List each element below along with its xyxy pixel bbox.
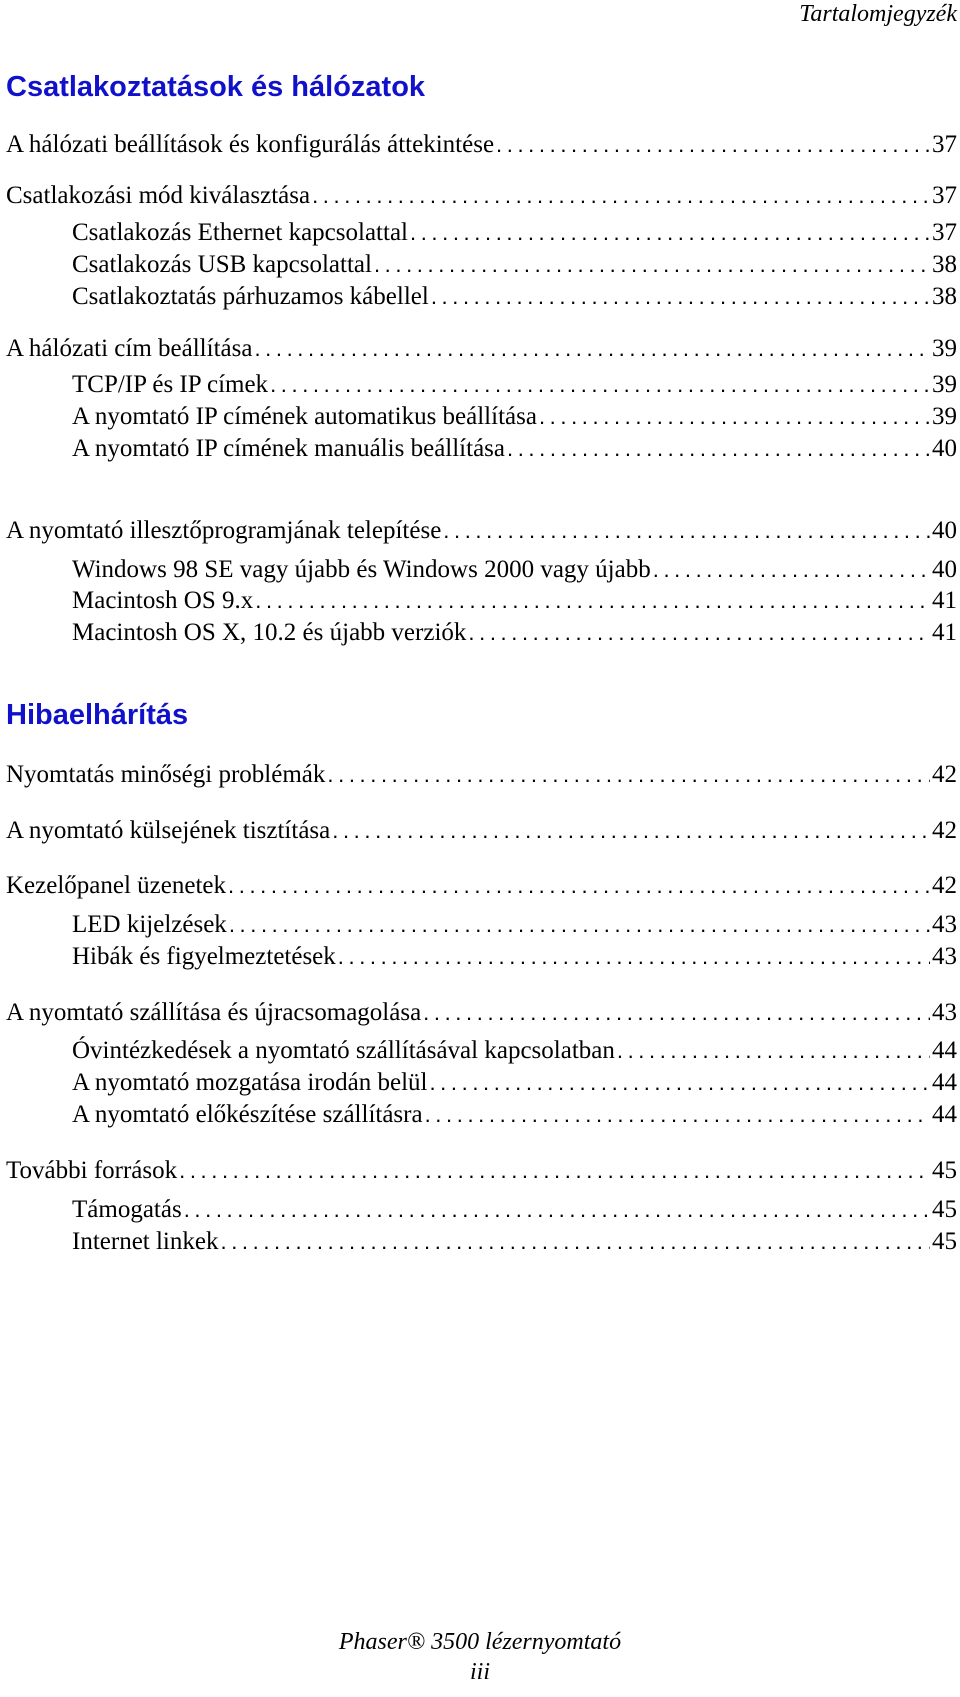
toc-entry[interactable]	[72, 282, 957, 312]
toc-entry-text: Csatlakozási mód kiválasztása	[6, 182, 311, 209]
toc-entry-text: Óvintézkedések a nyomtató szállításával kapcsolatban	[72, 1037, 615, 1064]
toc-entry-text: További források	[6, 1157, 178, 1184]
toc-entry[interactable]	[72, 910, 957, 940]
toc-entry[interactable]	[6, 181, 957, 211]
toc-entry-text: Csatlakozás Ethernet kapcsolattal	[72, 219, 408, 246]
toc-page-number: 40	[932, 556, 957, 583]
toc-page-number: 39	[932, 371, 957, 398]
toc-entry-text: Csatlakozás USB kapcsolattal	[72, 251, 372, 278]
toc-entry[interactable]	[72, 1227, 957, 1257]
toc-page-number: 37	[932, 131, 957, 158]
toc-page-number: 42	[932, 761, 957, 788]
dot-leader	[179, 1156, 930, 1186]
toc-entry-text: LED kijelzések	[72, 911, 227, 938]
toc-page-number: 37	[932, 182, 957, 209]
toc-entry[interactable]	[6, 871, 957, 901]
toc-entry[interactable]	[6, 816, 957, 846]
toc-page-number: 39	[932, 335, 957, 362]
toc-entry-text: TCP/IP és IP címek	[72, 371, 269, 398]
dot-leader	[332, 816, 930, 846]
dot-leader	[468, 618, 930, 648]
toc-page-number: 42	[932, 817, 957, 844]
toc-entry[interactable]	[6, 1156, 957, 1186]
dot-leader	[425, 1100, 930, 1130]
toc-page-number: 45	[932, 1228, 957, 1255]
dot-leader	[254, 334, 930, 364]
section-title-connections: Csatlakoztatások és hálózatok	[6, 71, 426, 103]
toc-entry-text: Támogatás	[72, 1196, 182, 1223]
footer-page-number: iii	[469, 1659, 490, 1685]
dot-leader	[270, 370, 930, 400]
dot-leader	[507, 434, 930, 464]
toc-entry-text: Macintosh OS 9.x	[72, 587, 254, 614]
dot-leader	[255, 586, 930, 616]
dot-leader	[312, 181, 930, 211]
toc-entry-text: Nyomtatás minőségi problémák	[6, 761, 326, 788]
toc-page-number: 43	[932, 911, 957, 938]
toc-entry-text: A nyomtató előkészítése szállításra	[72, 1101, 423, 1128]
toc-page-number: 44	[932, 1037, 957, 1064]
toc-page-number: 42	[932, 872, 957, 899]
toc-entry-text: A nyomtató IP címének manuális beállítása	[72, 435, 505, 462]
dot-leader	[229, 910, 930, 940]
dot-leader	[443, 516, 930, 546]
toc-page-number: 38	[932, 251, 957, 278]
toc-entry[interactable]	[72, 586, 957, 616]
toc-page-number: 45	[932, 1157, 957, 1184]
toc-entry-text: A nyomtató IP címének automatikus beállítása	[72, 403, 537, 430]
toc-entry-text: Windows 98 SE vagy újabb és Windows 2000 vagy újabb	[72, 556, 651, 583]
dot-leader	[653, 555, 930, 585]
toc-entry[interactable]	[6, 998, 957, 1028]
dot-leader	[327, 760, 930, 790]
toc-entry[interactable]	[72, 618, 957, 648]
dot-leader	[617, 1036, 930, 1066]
toc-page-number: 43	[932, 999, 957, 1026]
section-title-troubleshooting: Hibaelhárítás	[6, 699, 189, 731]
dot-leader	[220, 1227, 930, 1257]
toc-page-number: 39	[932, 403, 957, 430]
dot-leader	[228, 871, 930, 901]
dot-leader	[423, 998, 930, 1028]
toc-entry[interactable]	[72, 555, 957, 585]
toc-page-number: 40	[932, 435, 957, 462]
toc-entry[interactable]	[72, 402, 957, 432]
dot-leader	[338, 942, 930, 972]
toc-entry[interactable]	[72, 942, 957, 972]
dot-leader	[374, 250, 930, 280]
toc-entry[interactable]	[72, 434, 957, 464]
dot-leader	[496, 130, 930, 160]
toc-page-number: 41	[932, 619, 957, 646]
toc-entry-text: Csatlakoztatás párhuzamos kábellel	[72, 283, 429, 310]
toc-entry[interactable]	[6, 130, 957, 160]
toc-page-number: 40	[932, 517, 957, 544]
toc-entry-text: A nyomtató külsejének tisztítása	[6, 817, 331, 844]
toc-page-number: 44	[932, 1101, 957, 1128]
toc-page-number: 44	[932, 1069, 957, 1096]
running-header: Tartalomjegyzék	[799, 1, 957, 27]
toc-entry-text: Internet linkek	[72, 1228, 219, 1255]
toc-entry[interactable]	[6, 334, 957, 364]
dot-leader	[410, 218, 930, 248]
toc-entry-text: A nyomtató illesztőprogramjának telepítése	[6, 517, 442, 544]
toc-entry-text: A hálózati beállítások és konfigurálás áttekintése	[6, 131, 495, 158]
toc-entry[interactable]	[72, 218, 957, 248]
footer-product: Phaser® 3500 lézernyomtató	[338, 1629, 622, 1655]
toc-entry-text: Hibák és figyelmeztetések	[72, 943, 336, 970]
toc-page-number: 43	[932, 943, 957, 970]
dot-leader	[431, 282, 930, 312]
toc-entry[interactable]	[6, 516, 957, 546]
toc-entry[interactable]	[72, 1195, 957, 1225]
toc-page-number: 37	[932, 219, 957, 246]
toc-entry-text: A hálózati cím beállítása	[6, 335, 253, 362]
toc-entry-text: A nyomtató szállítása és újracsomagolása	[6, 999, 422, 1026]
toc-page-number: 45	[932, 1196, 957, 1223]
toc-entry[interactable]	[72, 1100, 957, 1130]
dot-leader	[184, 1195, 930, 1225]
toc-entry[interactable]	[72, 1036, 957, 1066]
toc-entry-text: Kezelőpanel üzenetek	[6, 872, 227, 899]
toc-entry[interactable]	[6, 760, 957, 790]
dot-leader	[539, 402, 930, 432]
toc-entry[interactable]	[72, 1068, 957, 1098]
toc-entry[interactable]	[72, 370, 957, 400]
toc-entry-text: Macintosh OS X, 10.2 és újabb verziók	[72, 619, 467, 646]
toc-page-number: 41	[932, 587, 957, 614]
toc-page-number: 38	[932, 283, 957, 310]
dot-leader	[429, 1068, 930, 1098]
toc-entry-text: A nyomtató mozgatása irodán belül	[72, 1069, 428, 1096]
toc-entry[interactable]	[72, 250, 957, 280]
